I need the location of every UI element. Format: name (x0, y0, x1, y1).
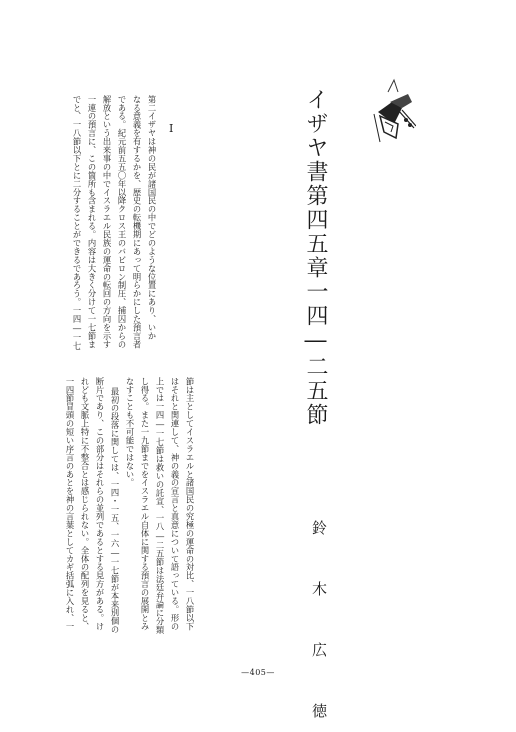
decorative-illustration (372, 72, 416, 146)
article-title: イザヤ書第四五章一四―二五節 (303, 88, 328, 427)
author-name: 鈴 木 広 徳 (310, 520, 328, 732)
text-line: なる意義を有するかを、歴史の転機期にあって明らかにした預言者 (132, 95, 142, 349)
text-line: 最初の段落に関しては、一四・一五、一六―一七節が本来別個の (110, 387, 120, 634)
text-line: でと、一八節以下とに二分することができるであろう。一四―一七 (72, 95, 82, 351)
text-line: 一四節冒頭の短い序言のあとを神の言葉としてカギ括弧に入れ、一 (65, 377, 75, 631)
page-number: —405— (241, 668, 275, 677)
text-line: 断片であり、この部分はそれらの並列であるとする見方がある。け (95, 377, 105, 631)
section-marker: I (169, 122, 174, 135)
text-line: である。紀元前五五〇年以降クロス王のバビロン制圧、捕囚からの (117, 95, 127, 349)
text-line: 上では一四―一七節は救いの託宣、一八―二五節は法廷弁論に分類 (155, 377, 165, 634)
text-line: 第二イザヤは神の民が諸国民の中でどのような位置にあり、いか (147, 95, 157, 341)
text-line: 解放という出来事の中でイスラエル民族の運命の転回の方向を示す (102, 95, 112, 349)
text-line: はそれと関連して、神の義の宣言と真意について語っている。形の (170, 377, 180, 631)
text-line: れども文脈上特に不整合とは感じられない。全体の配列を見ると、 (80, 377, 90, 631)
text-line: し得る。また一九節までをイスラエル自体に関する預言の展開とみ (140, 377, 150, 631)
text-line: なすことも不可能ではない。 (125, 377, 135, 487)
text-line: 節は主としてイスラエルと諸国民の究極の運命の対比、一八節以下 (185, 377, 195, 631)
text-line: 一連の預言に、この箇所も含まれる。内容は大きく分けて一七節ま (87, 95, 97, 349)
